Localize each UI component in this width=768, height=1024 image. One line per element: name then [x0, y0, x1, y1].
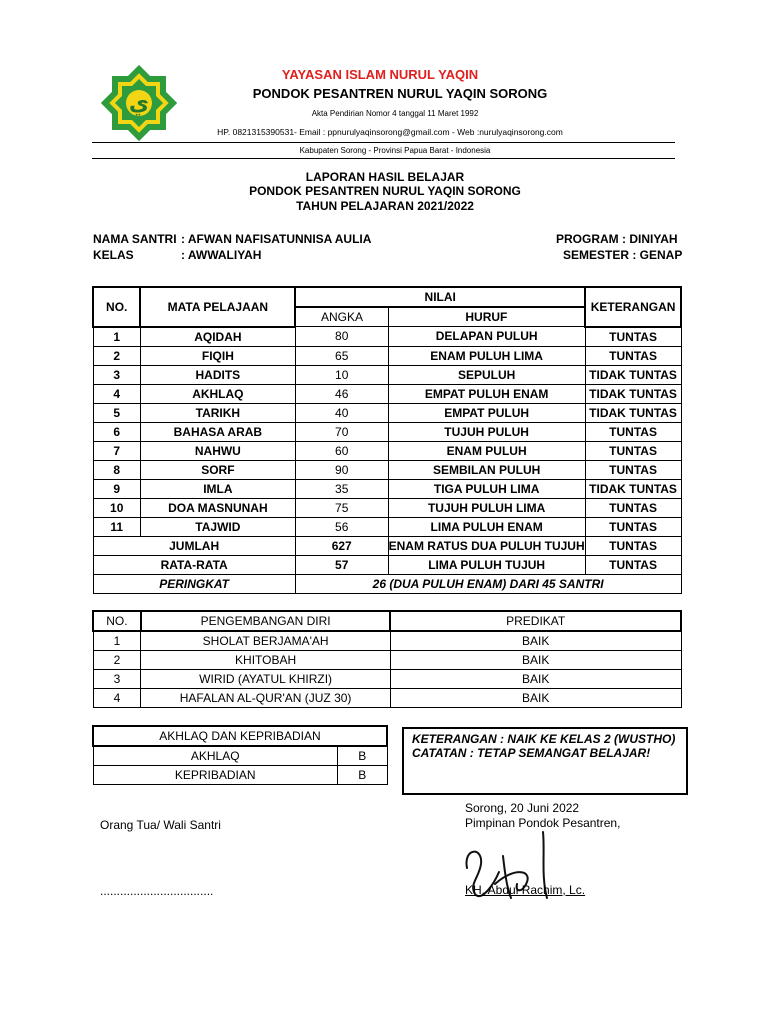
row-subject: BAHASA ARAB: [140, 422, 295, 441]
development-table: [92, 610, 682, 708]
table-row: [93, 346, 681, 365]
row-keterangan: TUNTAS: [585, 441, 681, 460]
row-huruf: TIGA PULUH LIMA: [388, 479, 585, 498]
table-row: [93, 766, 387, 785]
row-angka: 70: [295, 422, 388, 441]
row-predikat: BAIK: [390, 651, 681, 670]
row-no: 11: [93, 517, 140, 536]
jumlah-label: JUMLAH: [93, 536, 295, 555]
row-no: 10: [93, 498, 140, 517]
row-keterangan: TUNTAS: [585, 517, 681, 536]
header-pengembangan: PENGEMBANGAN DIRI: [141, 611, 391, 631]
table-row: [93, 365, 681, 384]
row-item: HAFALAN AL-QUR'AN (JUZ 30): [141, 689, 391, 708]
row-keterangan: TIDAK TUNTAS: [585, 384, 681, 403]
row-predikat: BAIK: [390, 689, 681, 708]
jumlah-huruf: ENAM RATUS DUA PULUH TUJUH: [388, 536, 585, 555]
table-row: [93, 384, 681, 403]
row-no: 2: [93, 346, 140, 365]
catatan-note: CATATAN : TETAP SEMANGAT BELAJAR!: [412, 746, 651, 760]
table-row: [93, 670, 681, 689]
row-keterangan: TUNTAS: [585, 460, 681, 479]
header-predikat: PREDIKAT: [390, 611, 681, 631]
character-table: [92, 725, 388, 785]
table-row: [93, 689, 681, 708]
row-huruf: DELAPAN PULUH: [388, 327, 585, 347]
row-keterangan: TUNTAS: [585, 422, 681, 441]
row-angka: 10: [295, 365, 388, 384]
rata-rata-row: [93, 555, 681, 574]
row-no: 6: [93, 422, 140, 441]
row-value: B: [337, 766, 387, 785]
jumlah-keterangan: TUNTAS: [585, 536, 681, 555]
row-no: 9: [93, 479, 140, 498]
header-no: NO.: [93, 611, 141, 631]
school-name: PONDOK PESANTREN NURUL YAQIN SORONG: [252, 86, 548, 101]
header-divider-bottom: [92, 158, 675, 159]
row-subject: HADITS: [140, 365, 295, 384]
row-huruf: TUJUH PULUH: [388, 422, 585, 441]
class-value: : AWWALIYAH: [181, 248, 262, 262]
row-huruf: ENAM PULUH: [388, 441, 585, 460]
table-row: [93, 517, 681, 536]
row-no: 1: [93, 631, 141, 651]
semester-info: SEMESTER : GENAP: [563, 248, 683, 262]
header-divider: [92, 142, 675, 143]
row-subject: FIQIH: [140, 346, 295, 365]
row-huruf: LIMA PULUH ENAM: [388, 517, 585, 536]
row-subject: AKHLAQ: [140, 384, 295, 403]
header-huruf: HURUF: [388, 307, 585, 327]
signer-role: Pimpinan Pondok Pesantren,: [465, 816, 621, 830]
table-row: [93, 403, 681, 422]
table-row: [93, 479, 681, 498]
row-huruf: EMPAT PULUH: [388, 403, 585, 422]
contact-info: HP. 0821315390531- Email : ppnurulyaqinsorong@gmail.com - Web :nurulyaqinsorong.com: [217, 127, 563, 137]
row-no: 3: [93, 365, 140, 384]
jumlah-angka: 627: [295, 536, 388, 555]
row-item: SHOLAT BERJAMA'AH: [141, 631, 391, 651]
row-huruf: EMPAT PULUH ENAM: [388, 384, 585, 403]
row-huruf: TUJUH PULUH LIMA: [388, 498, 585, 517]
row-subject: SORF: [140, 460, 295, 479]
row-subject: IMLA: [140, 479, 295, 498]
row-angka: 40: [295, 403, 388, 422]
table-row: [93, 422, 681, 441]
report-title: LAPORAN HASIL BELAJAR: [305, 170, 465, 184]
program-info: PROGRAM : DINIYAH: [556, 232, 678, 246]
table-row: [93, 746, 387, 766]
row-item: KHITOBAH: [141, 651, 391, 670]
parent-signature-blank: ..................................: [100, 884, 214, 898]
table-row: [93, 498, 681, 517]
row-subject: AQIDAH: [140, 327, 295, 347]
row-angka: 35: [295, 479, 388, 498]
row-keterangan: TUNTAS: [585, 346, 681, 365]
row-keterangan: TIDAK TUNTAS: [585, 479, 681, 498]
row-no: 8: [93, 460, 140, 479]
notes-box: [402, 727, 688, 795]
row-angka: 46: [295, 384, 388, 403]
character-header: AKHLAQ DAN KEPRIBADIAN: [93, 726, 387, 746]
svg-text:ي: ي: [128, 91, 150, 116]
row-label: KEPRIBADIAN: [93, 766, 337, 785]
keterangan-note: KETERANGAN : NAIK KE KELAS 2 (WUSTHO): [412, 732, 676, 746]
row-huruf: SEMBILAN PULUH: [388, 460, 585, 479]
header-keterangan: KETERANGAN: [585, 287, 681, 327]
row-huruf: SEPULUH: [388, 365, 585, 384]
report-year: TAHUN PELAJARAN 2021/2022: [296, 199, 474, 213]
row-no: 5: [93, 403, 140, 422]
rata-rata-keterangan: TUNTAS: [585, 555, 681, 574]
row-angka: 90: [295, 460, 388, 479]
row-keterangan: TIDAK TUNTAS: [585, 403, 681, 422]
header-subject: MATA PELAJAAN: [140, 287, 295, 327]
row-subject: NAHWU: [140, 441, 295, 460]
founding-deed: Akta Pendirian Nomor 4 tanggal 11 Maret 1992: [311, 109, 479, 118]
row-subject: DOA MASNUNAH: [140, 498, 295, 517]
row-no: 1: [93, 327, 140, 347]
student-name-label: NAMA SANTRI: [93, 232, 177, 246]
place-date: Sorong, 20 Juni 2022: [465, 801, 580, 815]
row-no: 3: [93, 670, 141, 689]
row-angka: 65: [295, 346, 388, 365]
rata-rata-angka: 57: [295, 555, 388, 574]
peringkat-row: [93, 574, 681, 593]
foundation-name: YAYASAN ISLAM NURUL YAQIN: [281, 67, 479, 82]
table-row: [93, 327, 681, 347]
header-angka: ANGKA: [295, 307, 388, 327]
row-subject: TAJWID: [140, 517, 295, 536]
parent-label: Orang Tua/ Wali Santri: [100, 818, 221, 832]
row-angka: 80: [295, 327, 388, 347]
rata-rata-label: RATA-RATA: [93, 555, 295, 574]
peringkat-value: 26 (DUA PULUH ENAM) DARI 45 SANTRI: [295, 574, 681, 593]
table-row: [93, 460, 681, 479]
jumlah-row: [93, 536, 681, 555]
rata-rata-huruf: LIMA PULUH TUJUH: [388, 555, 585, 574]
row-value: B: [337, 746, 387, 766]
row-keterangan: TIDAK TUNTAS: [585, 365, 681, 384]
student-name-value: : AFWAN NAFISATUNNISA AULIA: [181, 232, 372, 246]
row-subject: TARIKH: [140, 403, 295, 422]
row-angka: 56: [295, 517, 388, 536]
row-keterangan: TUNTAS: [585, 327, 681, 347]
row-huruf: ENAM PULUH LIMA: [388, 346, 585, 365]
row-predikat: BAIK: [390, 631, 681, 651]
table-row: [93, 651, 681, 670]
row-predikat: BAIK: [390, 670, 681, 689]
signer-name: KH. Abdul Rachim, Lc.: [465, 883, 586, 897]
region-info: Kabupaten Sorong - Provinsi Papua Barat - Indonesia: [299, 146, 491, 155]
header-nilai: NILAI: [295, 287, 585, 307]
row-label: AKHLAQ: [93, 746, 337, 766]
table-row: [93, 441, 681, 460]
pesantren-logo: [98, 62, 180, 144]
row-no: 4: [93, 689, 141, 708]
row-no: 7: [93, 441, 140, 460]
class-label: KELAS: [93, 248, 134, 262]
header-no: NO.: [93, 287, 140, 327]
table-row: [93, 631, 681, 651]
peringkat-label: PERINGKAT: [93, 574, 295, 593]
report-subtitle: PONDOK PESANTREN NURUL YAQIN SORONG: [249, 184, 521, 198]
grades-table: [92, 286, 682, 594]
row-angka: 75: [295, 498, 388, 517]
row-angka: 60: [295, 441, 388, 460]
row-item: WIRID (AYATUL KHIRZI): [141, 670, 391, 689]
row-no: 4: [93, 384, 140, 403]
row-no: 2: [93, 651, 141, 670]
row-keterangan: TUNTAS: [585, 498, 681, 517]
